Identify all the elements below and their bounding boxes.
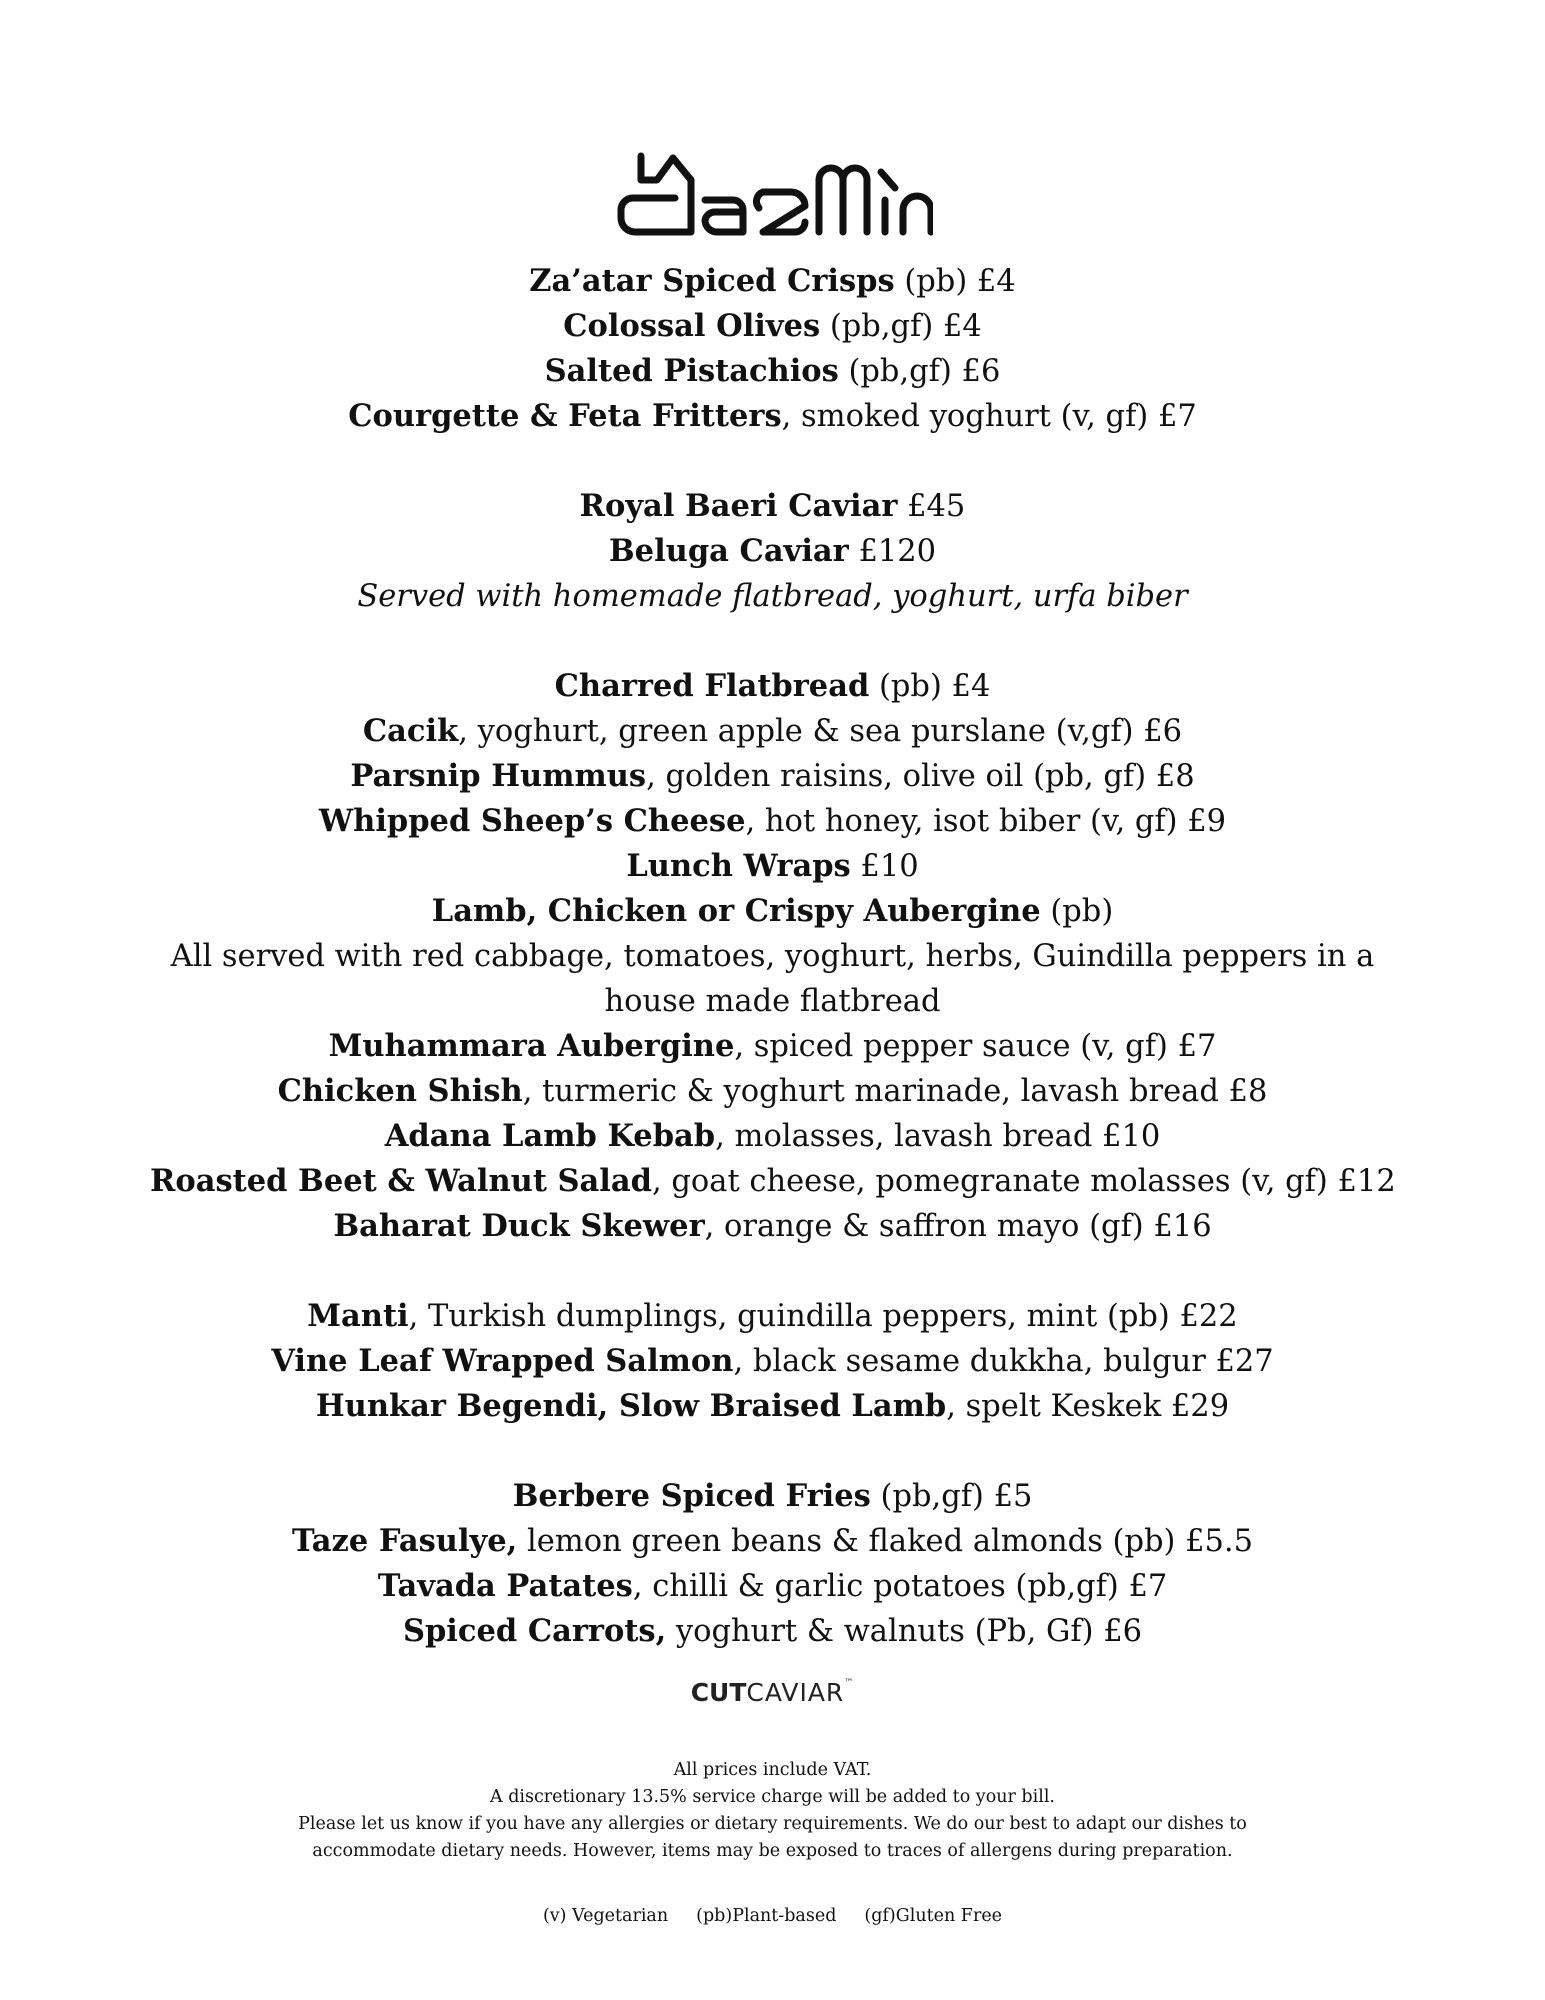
item-detail: £45 <box>897 489 966 524</box>
item-name: Vine Leaf Wrapped Salmon <box>271 1343 734 1379</box>
legend-vegetarian: (v) Vegetarian <box>542 1906 669 1926</box>
item-name: Whipped Sheep’s Cheese <box>318 803 746 839</box>
item-name: Colossal Olives <box>563 308 821 344</box>
brand-trademark: ™ <box>844 1678 855 1688</box>
jasmin-logo-mark <box>613 150 933 250</box>
item-detail: (pb,gf) £6 <box>838 354 1001 389</box>
item-name: Roasted Beet & Walnut Salad <box>150 1163 652 1199</box>
vat-note: All prices include VAT. <box>673 1760 872 1780</box>
item-name: Charred Flatbread <box>554 668 870 704</box>
allergy-note-1: Please let us know if you have any allergies or dietary requirements. We do our best to adapt our dishes to <box>298 1814 1247 1834</box>
footer-notes <box>150 1757 1395 1865</box>
item-detail: , smoked yoghurt (v, gf) £7 <box>781 399 1197 434</box>
item-detail: lemon green beans & flaked almonds (pb) £5.5 <box>517 1524 1254 1559</box>
section-gap <box>150 439 1395 484</box>
menu-item <box>150 1384 1395 1429</box>
item-name: Courgette & Feta Fritters <box>348 398 782 434</box>
menu-item <box>150 304 1395 349</box>
item-name: Lamb, Chicken or Crispy Aubergine <box>431 893 1041 929</box>
menu-item <box>150 844 1395 889</box>
menu-item <box>150 1024 1395 1069</box>
menu-item <box>150 1069 1395 1114</box>
menu-item <box>150 799 1395 844</box>
legend-plant-based: (pb)Plant-based <box>696 1906 837 1926</box>
item-detail: , spelt Keskek £29 <box>946 1389 1230 1424</box>
menu-item <box>150 394 1395 439</box>
item-detail: (pb,gf) £4 <box>820 309 982 344</box>
service-charge-note: A discretionary 13.5% service charge will be added to your bill. <box>490 1787 1055 1807</box>
menu-list <box>150 259 1395 1654</box>
item-name: Cacik <box>362 713 459 749</box>
item-detail: (pb,gf) £5 <box>870 1479 1033 1514</box>
item-name: Beluga Caviar <box>608 533 849 569</box>
item-detail: yoghurt & walnuts (Pb, Gf) £6 <box>666 1614 1143 1649</box>
item-name: Salted Pistachios <box>544 353 839 389</box>
item-detail: , black sesame dukkha, bulgur £27 <box>733 1344 1274 1379</box>
item-detail: , golden raisins, olive oil (pb, gf) £8 <box>646 759 1195 794</box>
item-name: Hunkar Begendi, Slow Braised Lamb <box>315 1388 947 1424</box>
wraps-description: All served with red cabbage, tomatoes, yoghurt, herbs, Guindilla peppers in a house made flatbread <box>170 939 1375 1019</box>
item-detail: £10 <box>850 849 919 884</box>
legend-gluten-free: (gf)Gluten Free <box>864 1906 1003 1926</box>
menu-item <box>150 754 1395 799</box>
item-detail: , hot honey, isot biber (v, gf) £9 <box>745 804 1227 839</box>
item-name: Chicken Shish <box>277 1073 523 1109</box>
item-name: Royal Baeri Caviar <box>579 488 898 524</box>
item-detail: £120 <box>848 534 937 569</box>
item-name: Spiced Carrots, <box>402 1613 667 1649</box>
item-detail: (pb) £4 <box>894 264 1016 299</box>
dietary-legend <box>0 1903 1545 1930</box>
item-detail: , Turkish dumplings, guindilla peppers, mint (pb) £22 <box>408 1299 1238 1334</box>
item-name: Za’atar Spiced Crisps <box>529 263 895 299</box>
item-detail: , spiced pepper sauce (v, gf) £7 <box>734 1029 1217 1064</box>
menu-item <box>150 1204 1395 1249</box>
item-detail: , turmeric & yoghurt marinade, lavash bread £8 <box>522 1074 1268 1109</box>
section-gap <box>150 619 1395 664</box>
item-detail: (pb) £4 <box>869 669 991 704</box>
menu-item <box>150 484 1395 529</box>
menu-item <box>150 1519 1395 1564</box>
allergy-note-2: accommodate dietary needs. However, items may be exposed to traces of allergens during preparation. <box>312 1841 1233 1861</box>
item-detail: , orange & saffron mayo (gf) £16 <box>704 1209 1212 1244</box>
section-gap <box>150 1249 1395 1294</box>
menu-item <box>150 1474 1395 1519</box>
item-name: Taze Fasulye, <box>291 1523 518 1559</box>
brand-cut: CUT <box>690 1678 747 1707</box>
menu-item <box>150 664 1395 709</box>
menu-item <box>150 889 1395 934</box>
menu-item <box>150 1609 1395 1654</box>
item-detail: (pb) <box>1040 894 1114 929</box>
item-name: Baharat Duck Skewer <box>333 1208 705 1244</box>
caviar-note: Served with homemade flatbread, yoghurt, urfa biber <box>357 579 1188 614</box>
item-name: Tavada Patates <box>377 1568 633 1604</box>
item-name: Manti <box>307 1298 409 1334</box>
item-detail: , yoghurt, green apple & sea purslane (v,gf) £6 <box>458 714 1183 749</box>
item-name: Lunch Wraps <box>626 848 851 884</box>
menu-item <box>150 709 1395 754</box>
menu-item <box>150 1159 1395 1204</box>
menu-item <box>150 1339 1395 1384</box>
menu-item <box>150 1294 1395 1339</box>
cut-caviar-logo <box>0 1678 1545 1707</box>
menu-item <box>150 529 1395 574</box>
item-detail: , goat cheese, pomegranate molasses (v, gf) £12 <box>651 1164 1396 1199</box>
menu-item <box>150 1564 1395 1609</box>
menu-item <box>150 1114 1395 1159</box>
item-detail: , molasses, lavash bread £10 <box>715 1119 1161 1154</box>
item-name: Parsnip Hummus <box>350 758 647 794</box>
brand-caviar: CAVIAR <box>746 1678 845 1707</box>
menu-item <box>150 259 1395 304</box>
menu-item <box>150 349 1395 394</box>
item-name: Muhammara Aubergine <box>328 1028 735 1064</box>
section-gap <box>150 1429 1395 1474</box>
item-detail: , chilli & garlic potatoes (pb,gf) £7 <box>632 1569 1168 1604</box>
item-name: Berbere Spiced Fries <box>512 1478 871 1514</box>
item-name: Adana Lamb Kebab <box>384 1118 716 1154</box>
restaurant-logo <box>0 150 1545 250</box>
